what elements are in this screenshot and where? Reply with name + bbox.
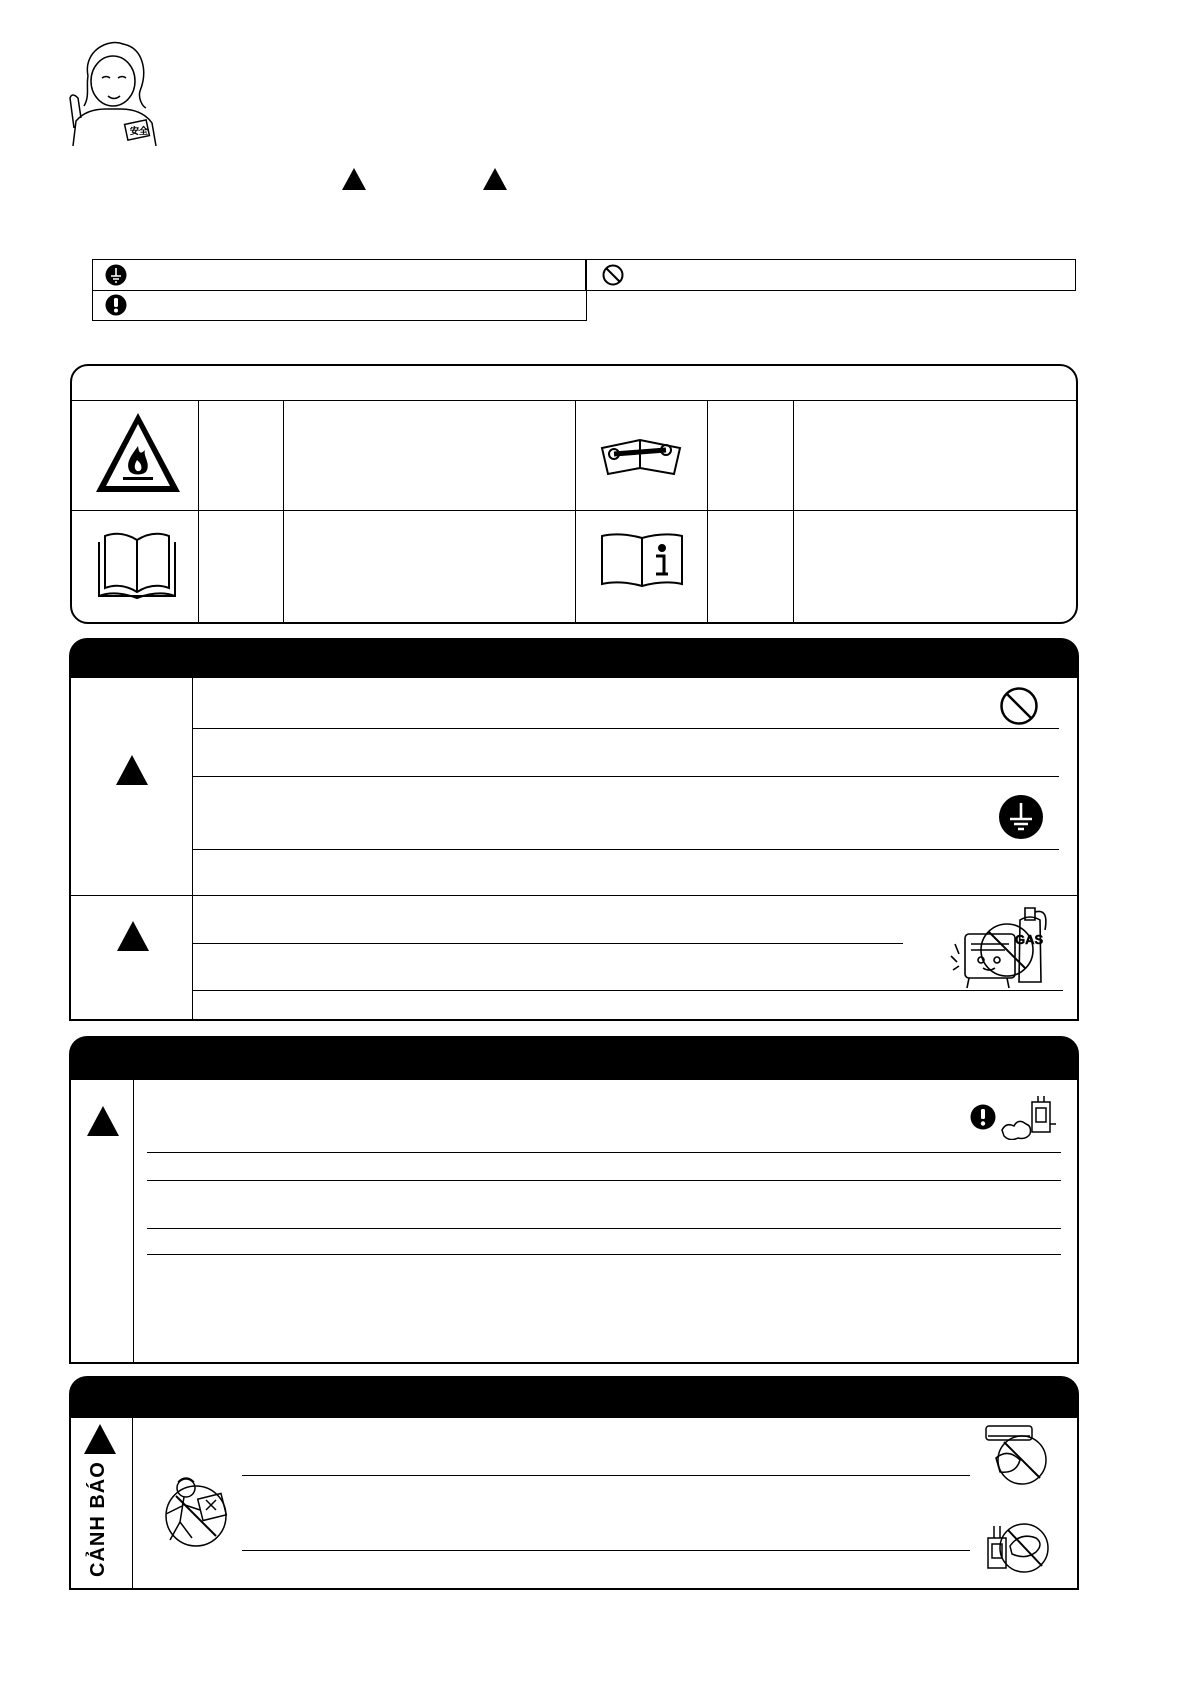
warning-section-2: [69, 1078, 1079, 1364]
section-header-bar: [69, 638, 1079, 678]
mascot-illustration: [58, 36, 168, 146]
warning-triangle-icon: [116, 755, 148, 785]
operation-manual-icon: [95, 522, 179, 607]
svg-text:GAS: GAS: [1015, 932, 1044, 947]
breaker-smoke-illustration: [998, 1094, 1060, 1145]
warning-triangle-icon: [84, 1424, 116, 1454]
gas-leak-illustration: [945, 900, 1060, 997]
breaker-hand-illustration: [982, 1516, 1054, 1589]
flammable-warning-icon: [93, 410, 183, 501]
warning-triangle-icon: [483, 168, 507, 190]
worker-illustration: [156, 1470, 240, 1559]
info-manual-icon: [598, 530, 686, 593]
ground-icon: [105, 264, 127, 291]
section-header-bar: [69, 1376, 1079, 1418]
exclamation-icon: [105, 294, 127, 321]
symbol-legend-cell: [585, 259, 1076, 291]
prohibition-icon: [602, 264, 624, 291]
caution-triangle-icon: [117, 921, 149, 951]
symbols-panel: [70, 364, 1078, 624]
ground-icon: [998, 794, 1044, 845]
ac-unit-illustration: [982, 1424, 1052, 1493]
exclamation-icon: [970, 1104, 996, 1135]
svg-text:安全: 安全: [130, 126, 149, 136]
canh-bao-label: CẢNH BÁO: [87, 1461, 109, 1577]
service-manual-icon: [596, 432, 686, 485]
warning-triangle-icon: [87, 1106, 119, 1136]
prohibition-icon: [999, 686, 1039, 731]
section-header-bar: [69, 1036, 1079, 1080]
warning-triangle-icon: [342, 168, 366, 190]
